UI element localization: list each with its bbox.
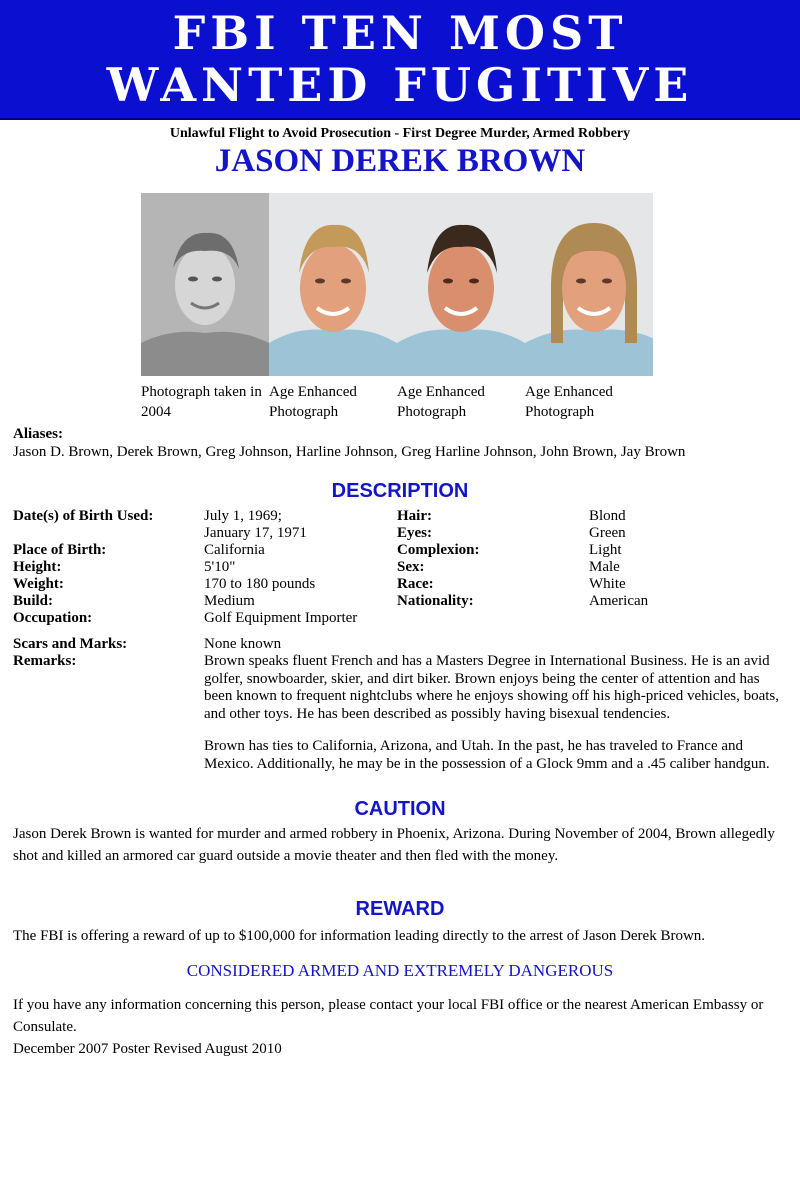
aliases-value: Jason D. Brown, Derek Brown, Greg Johnson, Harline Johnson, Greg Harline Johnson, John Brown, Jay Brown xyxy=(13,444,686,460)
caution-heading: CAUTION xyxy=(354,798,446,820)
contact-text: If you have any information concerning this person, please contact your local FBI office or the nearest American Embassy or Consulate. xyxy=(13,997,764,1035)
photo-caption-4: Age Enhanced Photograph xyxy=(525,384,613,420)
photo-caption-3: Age Enhanced Photograph xyxy=(397,384,485,420)
nationality-value: American xyxy=(589,593,649,609)
race-label: Race: xyxy=(397,576,434,592)
eyes-label: Eyes: xyxy=(397,525,432,541)
remarks-label: Remarks: xyxy=(13,653,77,669)
hair-value: Blond xyxy=(589,508,626,524)
complexion-value: Light xyxy=(589,542,622,558)
dob-value-2: January 17, 1971 xyxy=(204,525,307,541)
occupation-value: Golf Equipment Importer xyxy=(204,610,358,626)
description-heading: DESCRIPTION xyxy=(331,480,469,502)
caution-text: Jason Derek Brown is wanted for murder and armed robbery in Phoenix, Arizona. During November of 2004, Brown allegedly shot and killed an armored car guard outside a movie theater and then fled with the money. xyxy=(13,826,775,864)
place-of-birth-label: Place of Birth: xyxy=(13,542,107,558)
weight-value: 170 to 180 pounds xyxy=(204,576,316,592)
remarks-paragraph-1: Brown speaks fluent French and has a Masters Degree in International Business. He is an avid golfer, snowboarder, skier, and dirt biker. Brown enjoys being the center of attention and has been known to frequent nightclubs where he enjoys showing off his high-priced vehicles, boats, and other toys. He has been described as possibly having bisexual tendencies. xyxy=(204,653,780,722)
photo-age-enhanced-2 xyxy=(397,193,525,376)
complexion-label: Complexion: xyxy=(397,542,480,558)
nationality-label: Nationality: xyxy=(397,593,474,609)
height-value: 5'10" xyxy=(204,559,236,575)
height-label: Height: xyxy=(13,559,62,575)
place-of-birth-value: California xyxy=(204,542,265,558)
photo-caption-1: Photograph taken in 2004 xyxy=(141,384,262,420)
scars-label: Scars and Marks: xyxy=(13,636,128,652)
sex-value: Male xyxy=(589,559,620,575)
hair-label: Hair: xyxy=(397,508,432,524)
remarks-paragraph-2: Brown has ties to California, Arizona, and Utah. In the past, he has traveled to France and Mexico. Additionally, he may be in the possession of a Glock 9mm and a .45 caliber handgun. xyxy=(204,738,770,772)
occupation-label: Occupation: xyxy=(13,610,93,626)
race-value: White xyxy=(589,576,626,592)
build-value: Medium xyxy=(204,593,255,609)
charge-text: Unlawful Flight to Avoid Prosecution - First Degree Murder, Armed Robbery xyxy=(169,126,631,141)
scars-value: None known xyxy=(204,636,282,652)
reward-heading: REWARD xyxy=(355,898,445,920)
eyes-value: Green xyxy=(589,525,626,541)
photo-age-enhanced-1 xyxy=(269,193,397,376)
photo-caption-2: Age Enhanced Photograph xyxy=(269,384,357,420)
fugitive-name: JASON DEREK BROWN xyxy=(214,143,586,179)
photo-age-enhanced-3 xyxy=(525,193,653,376)
dob-label: Date(s) of Birth Used: xyxy=(13,508,154,524)
banner-title-line-1: FBI TEN MOST xyxy=(172,6,628,60)
reward-text: The FBI is offering a reward of up to $100,000 for information leading directly to the arrest of Jason Derek Brown. xyxy=(13,928,706,944)
weight-label: Weight: xyxy=(13,576,64,592)
sex-label: Sex: xyxy=(397,559,425,575)
header-banner xyxy=(0,0,800,120)
armed-dangerous-warning: CONSIDERED ARMED AND EXTREMELY DANGEROUS xyxy=(186,961,614,980)
footer-date: December 2007 Poster Revised August 2010 xyxy=(13,1041,282,1057)
photo-2004 xyxy=(141,193,269,376)
dob-value: July 1, 1969; xyxy=(204,508,282,524)
banner-title-line-2: WANTED FUGITIVE xyxy=(106,58,694,112)
build-label: Build: xyxy=(13,593,54,609)
aliases-label: Aliases: xyxy=(13,426,63,442)
